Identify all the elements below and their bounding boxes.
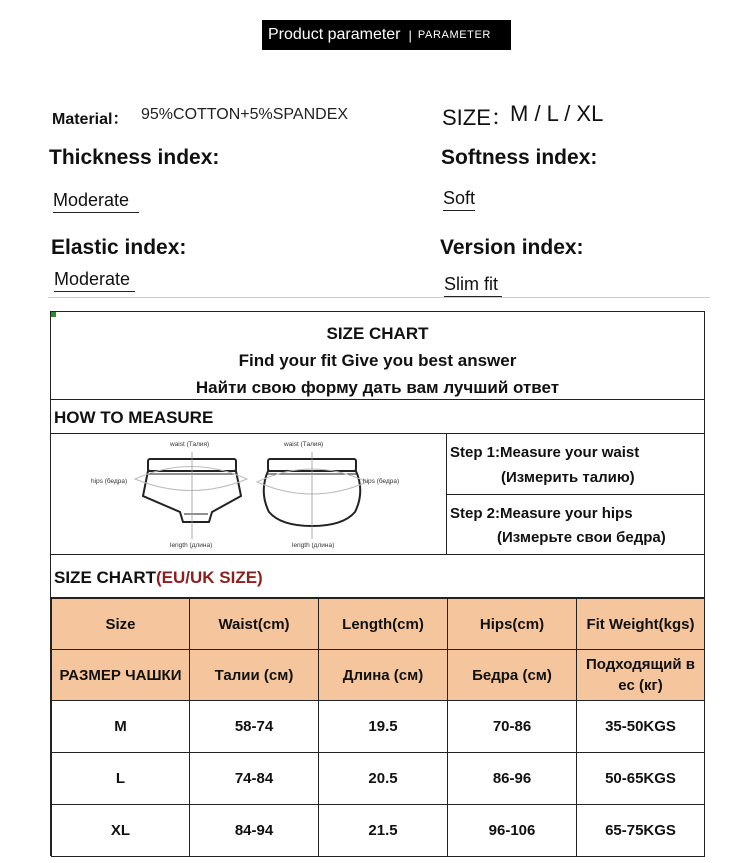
header-cell: Fit Weight(kgs) [577,599,705,650]
softness-value: Soft [443,188,475,211]
banner-separator: | [408,27,412,43]
table-row [52,805,705,857]
diagram-length-label-front: length (длина) [170,542,213,549]
table-header-row-en [52,599,705,650]
step2-text-ru: (Измерьте свои бедра) [497,529,666,546]
size-chart-subtitle-ru: Найти свою форму дать вам лучший ответ [195,378,560,397]
material-value: 95%COTTON+5%SPANDEX [141,106,349,123]
thickness-label: Thickness index: [49,146,220,169]
diagram-waist-label-back: waist (Талия) [284,441,324,448]
size-label: SIZE： [442,105,513,130]
table-cell: 65-75KGS [577,805,705,857]
size-table-heading-text: SIZE CHART [54,568,156,587]
header-cell: Подходящий в ес (кг) [577,650,705,701]
material-label: Material： [52,111,129,128]
elastic-label: Elastic index: [51,236,187,259]
size-chart-header [51,312,704,400]
step1-text: Step 1:Measure your waist [450,444,640,461]
table-cell: 20.5 [319,753,448,805]
how-to-measure-row [51,400,704,434]
corner-mark [51,312,56,317]
table-cell: 96-106 [448,805,577,857]
thickness-value: Moderate [53,190,139,213]
header-cell: Длина (см) [319,650,448,701]
table-cell: M [52,701,190,753]
size-chart [50,311,705,856]
table-row [52,753,705,805]
divider [48,297,710,298]
table-cell: 86-96 [448,753,577,805]
briefs-diagram-icon [51,434,446,554]
size-chart-subtitle-en: Find your fit Give you best answer [238,351,517,370]
elastic-value: Moderate [54,269,135,292]
section-banner [262,20,511,50]
header-cell: РАЗМЕР ЧАШКИ [52,650,190,701]
step1-text-ru: (Измерить талию) [501,469,635,486]
size-chart-title: SIZE CHART [326,324,429,343]
table-cell: XL [52,805,190,857]
header-cell: Size [52,599,190,650]
table-cell: 35-50KGS [577,701,705,753]
header-cell: Бедра (см) [448,650,577,701]
softness-label: Softness index: [441,146,598,169]
table-cell: 21.5 [319,805,448,857]
header-cell: Length(cm) [319,599,448,650]
diagram-hips-label-front: hips (бедра) [91,478,128,485]
step2-cell [447,495,704,555]
version-label: Version index: [440,236,584,259]
header-cell: Талии (см) [190,650,319,701]
header-cell: Hips(cm) [448,599,577,650]
table-cell: 84-94 [190,805,319,857]
step2-text: Step 2:Measure your hips [450,505,633,522]
size-table-heading-accent: (EU/UK SIZE) [156,568,263,587]
diagram-length-label-back: length (длина) [292,542,335,549]
size-table [51,598,705,857]
header-cell: Waist(cm) [190,599,319,650]
banner-subtitle: PARAMETER [417,29,491,41]
how-to-measure-heading: HOW TO MEASURE [54,408,214,427]
version-value: Slim fit [444,274,502,297]
table-cell: 74-84 [190,753,319,805]
banner-title: Product parameter [268,26,401,43]
step1-cell [447,434,704,495]
table-cell: 50-65KGS [577,753,705,805]
size-value: M / L / XL [510,101,604,126]
table-header-row-ru [52,650,705,701]
diagram-waist-label-front: waist (Талия) [170,441,210,448]
table-row [52,701,705,753]
size-table-heading-row [51,555,704,598]
table-cell: 70-86 [448,701,577,753]
table-cell: L [52,753,190,805]
measure-diagram [51,434,447,555]
diagram-hips-label-back: hips (бедра) [363,478,400,485]
table-cell: 19.5 [319,701,448,753]
size-table-heading [54,568,263,588]
table-cell: 58-74 [190,701,319,753]
